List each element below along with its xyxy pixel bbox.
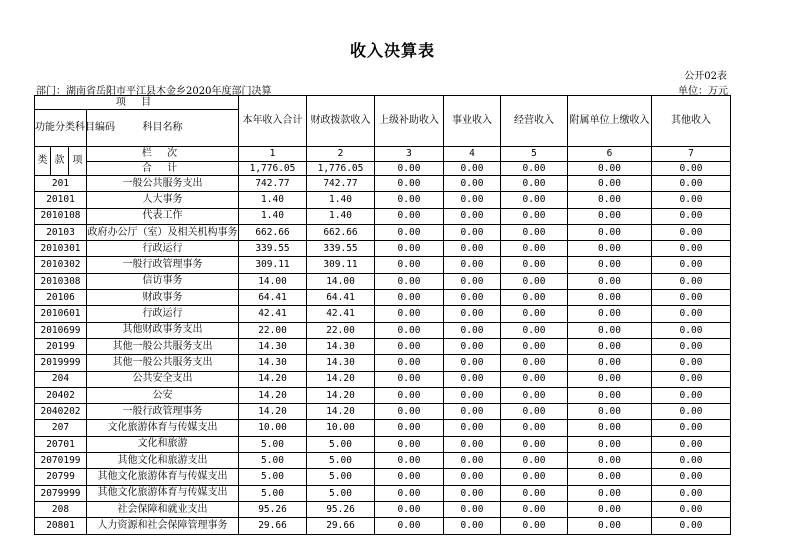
total-value: 0.00 (501, 162, 568, 176)
row-value: 0.00 (444, 306, 501, 322)
row-value: 29.66 (307, 518, 375, 534)
table-row (35, 404, 731, 420)
row-value: 10.00 (239, 420, 307, 436)
row-value: 0.00 (652, 224, 731, 240)
row-value: 662.66 (239, 224, 307, 240)
table-row (35, 387, 731, 403)
col-header-7: 其他收入 (652, 96, 731, 147)
row-value: 14.00 (307, 273, 375, 289)
row-value: 0.00 (652, 501, 731, 517)
row-value: 0.00 (568, 257, 652, 273)
row-value: 0.00 (568, 355, 652, 371)
row-value: 0.00 (444, 257, 501, 273)
row-value: 0.00 (652, 404, 731, 420)
row-code: 20106 (35, 290, 87, 306)
row-value: 14.20 (307, 387, 375, 403)
table-row (35, 257, 731, 273)
row-value: 0.00 (501, 241, 568, 257)
table-row (35, 453, 731, 469)
row-code: 20801 (35, 518, 87, 534)
row-name: 文化旅游体育与传媒支出 (87, 420, 239, 436)
unit-label: 单位：万元 (678, 86, 728, 97)
row-name: 一般行政管理事务 (87, 257, 239, 273)
row-code: 2019999 (35, 355, 87, 371)
row-value: 0.00 (444, 241, 501, 257)
row-code: 2010302 (35, 257, 87, 273)
row-value: 0.00 (444, 176, 501, 192)
row-value: 0.00 (375, 469, 444, 485)
row-name: 其他文化旅游体育与传媒支出 (87, 469, 239, 485)
row-value: 14.00 (239, 273, 307, 289)
row-value: 42.41 (307, 306, 375, 322)
row-value: 5.00 (239, 469, 307, 485)
func-code-header: 功能分类科目编码 (35, 110, 87, 147)
table-row (35, 420, 731, 436)
row-value: 0.00 (444, 387, 501, 403)
row-value: 0.00 (444, 355, 501, 371)
lei-header: 类 (35, 147, 51, 176)
income-table (34, 95, 731, 535)
row-name: 公共安全支出 (87, 371, 239, 387)
col-header-2: 财政拨款收入 (307, 96, 375, 147)
row-value: 0.00 (375, 404, 444, 420)
row-value: 0.00 (444, 469, 501, 485)
xiang-header: 项 (69, 147, 87, 176)
row-value: 0.00 (568, 208, 652, 224)
col-num-1: 1 (239, 147, 307, 162)
table-row (35, 355, 731, 371)
row-value: 5.00 (307, 485, 375, 501)
table-row (35, 176, 731, 192)
table-row (35, 518, 731, 534)
table-row (35, 306, 731, 322)
row-name: 公安 (87, 387, 239, 403)
row-value: 0.00 (568, 290, 652, 306)
row-value: 14.30 (307, 338, 375, 354)
total-value: 0.00 (568, 162, 652, 176)
row-value: 0.00 (652, 387, 731, 403)
row-value: 0.00 (652, 208, 731, 224)
row-code: 20799 (35, 469, 87, 485)
table-body (35, 96, 731, 535)
row-value: 0.00 (501, 290, 568, 306)
col-header-5: 经营收入 (501, 96, 568, 147)
row-value: 0.00 (501, 420, 568, 436)
header-row-3 (35, 147, 731, 162)
row-value: 0.00 (444, 273, 501, 289)
total-value: 1,776.05 (307, 162, 375, 176)
row-value: 0.00 (568, 241, 652, 257)
row-value: 29.66 (239, 518, 307, 534)
row-value: 5.00 (239, 436, 307, 452)
col-num-3: 3 (375, 147, 444, 162)
row-value: 14.20 (239, 371, 307, 387)
table-row (35, 273, 731, 289)
row-name: 文化和旅游 (87, 436, 239, 452)
row-value: 0.00 (444, 436, 501, 452)
row-value: 0.00 (568, 322, 652, 338)
row-value: 0.00 (375, 518, 444, 534)
row-value: 0.00 (444, 322, 501, 338)
row-value: 0.00 (444, 371, 501, 387)
subject-name-header: 科目名称 (87, 110, 239, 147)
row-value: 14.20 (239, 404, 307, 420)
row-value: 0.00 (501, 355, 568, 371)
col-header-3: 上级补助收入 (375, 96, 444, 147)
row-name: 信访事务 (87, 273, 239, 289)
row-value: 95.26 (307, 501, 375, 517)
row-value: 0.00 (568, 176, 652, 192)
row-value: 0.00 (501, 176, 568, 192)
row-code: 2040202 (35, 404, 87, 420)
row-value: 0.00 (444, 501, 501, 517)
row-value: 0.00 (501, 338, 568, 354)
total-row (35, 162, 731, 176)
table-row (35, 208, 731, 224)
row-value: 0.00 (652, 322, 731, 338)
row-value: 0.00 (375, 224, 444, 240)
row-value: 0.00 (568, 404, 652, 420)
table-row (35, 290, 731, 306)
row-value: 0.00 (568, 387, 652, 403)
row-value: 5.00 (239, 453, 307, 469)
row-value: 0.00 (375, 257, 444, 273)
table-row (35, 501, 731, 517)
row-value: 0.00 (444, 224, 501, 240)
row-value: 0.00 (444, 420, 501, 436)
row-value: 0.00 (375, 501, 444, 517)
row-value: 742.77 (307, 176, 375, 192)
row-code: 2010108 (35, 208, 87, 224)
row-value: 0.00 (501, 273, 568, 289)
row-value: 0.00 (444, 518, 501, 534)
col-num-4: 4 (444, 147, 501, 162)
table-row (35, 241, 731, 257)
row-value: 0.00 (501, 485, 568, 501)
row-name: 一般行政管理事务 (87, 404, 239, 420)
row-code: 20701 (35, 436, 87, 452)
row-value: 0.00 (444, 485, 501, 501)
row-name: 一般公共服务支出 (87, 176, 239, 192)
row-value: 0.00 (568, 469, 652, 485)
row-value: 0.00 (652, 192, 731, 208)
header-row-1 (35, 96, 731, 110)
row-value: 0.00 (375, 241, 444, 257)
row-value: 1.40 (307, 208, 375, 224)
row-value: 42.41 (239, 306, 307, 322)
row-code: 2010699 (35, 322, 87, 338)
row-value: 0.00 (568, 224, 652, 240)
row-value: 0.00 (375, 290, 444, 306)
row-value: 14.30 (239, 338, 307, 354)
row-name: 其他文化旅游体育与传媒支出 (87, 485, 239, 501)
row-value: 14.20 (307, 371, 375, 387)
row-value: 0.00 (444, 453, 501, 469)
row-value: 0.00 (375, 306, 444, 322)
row-value: 339.55 (307, 241, 375, 257)
col-num-6: 6 (568, 147, 652, 162)
row-code: 2010308 (35, 273, 87, 289)
row-name: 人大事务 (87, 192, 239, 208)
row-value: 339.55 (239, 241, 307, 257)
row-value: 5.00 (307, 436, 375, 452)
row-value: 0.00 (375, 436, 444, 452)
row-value: 0.00 (444, 404, 501, 420)
row-value: 0.00 (568, 273, 652, 289)
row-value: 0.00 (501, 469, 568, 485)
row-value: 0.00 (652, 518, 731, 534)
col-header-6: 附属单位上缴收入 (568, 96, 652, 147)
row-value: 0.00 (375, 387, 444, 403)
row-value: 742.77 (239, 176, 307, 192)
total-value: 0.00 (444, 162, 501, 176)
row-value: 0.00 (501, 436, 568, 452)
row-value: 0.00 (652, 420, 731, 436)
row-value: 0.00 (568, 453, 652, 469)
row-value: 0.00 (501, 224, 568, 240)
total-value: 0.00 (652, 162, 731, 176)
item-group-header: 项 目 (35, 96, 239, 110)
row-value: 0.00 (568, 192, 652, 208)
row-seq-label: 栏 次 (87, 147, 239, 162)
table-row (35, 436, 731, 452)
row-value: 64.41 (239, 290, 307, 306)
row-value: 5.00 (307, 453, 375, 469)
row-value: 1.40 (239, 208, 307, 224)
row-value: 0.00 (375, 453, 444, 469)
row-code: 201 (35, 176, 87, 192)
row-value: 0.00 (568, 371, 652, 387)
col-num-2: 2 (307, 147, 375, 162)
row-value: 0.00 (375, 371, 444, 387)
row-value: 0.00 (652, 453, 731, 469)
row-value: 0.00 (568, 518, 652, 534)
row-value: 0.00 (375, 273, 444, 289)
row-value: 0.00 (652, 176, 731, 192)
row-code: 2070199 (35, 453, 87, 469)
row-value: 22.00 (307, 322, 375, 338)
row-value: 0.00 (501, 322, 568, 338)
row-value: 0.00 (444, 338, 501, 354)
row-code: 207 (35, 420, 87, 436)
row-code: 2010601 (35, 306, 87, 322)
row-name: 财政事务 (87, 290, 239, 306)
row-name: 其他文化和旅游支出 (87, 453, 239, 469)
row-code: 2079999 (35, 485, 87, 501)
row-value: 64.41 (307, 290, 375, 306)
row-code: 204 (35, 371, 87, 387)
row-value: 0.00 (444, 192, 501, 208)
row-name: 人力资源和社会保障管理事务 (87, 518, 239, 534)
row-value: 0.00 (375, 485, 444, 501)
row-value: 14.20 (239, 387, 307, 403)
row-value: 0.00 (568, 501, 652, 517)
row-value: 662.66 (307, 224, 375, 240)
row-value: 0.00 (375, 355, 444, 371)
row-value: 95.26 (239, 501, 307, 517)
row-value: 0.00 (652, 257, 731, 273)
total-value: 0.00 (375, 162, 444, 176)
row-code: 2010301 (35, 241, 87, 257)
row-name: 其他财政事务支出 (87, 322, 239, 338)
row-value: 0.00 (444, 208, 501, 224)
row-value: 0.00 (375, 192, 444, 208)
form-code: 公开02表 (684, 71, 727, 82)
row-value: 14.20 (307, 404, 375, 420)
row-name: 其他一般公共服务支出 (87, 355, 239, 371)
row-value: 0.00 (375, 176, 444, 192)
row-value: 0.00 (652, 338, 731, 354)
row-value: 0.00 (501, 306, 568, 322)
row-code: 208 (35, 501, 87, 517)
row-code: 20402 (35, 387, 87, 403)
col-num-7: 7 (652, 147, 731, 162)
row-value: 0.00 (501, 453, 568, 469)
row-value: 0.00 (375, 420, 444, 436)
row-code: 20199 (35, 338, 87, 354)
table-row (35, 371, 731, 387)
row-name: 政府办公厅（室）及相关机构事务 (87, 224, 239, 240)
row-value: 10.00 (307, 420, 375, 436)
row-value: 0.00 (652, 290, 731, 306)
row-value: 0.00 (501, 501, 568, 517)
total-value: 1,776.05 (239, 162, 307, 176)
row-value: 0.00 (568, 485, 652, 501)
row-value: 0.00 (375, 208, 444, 224)
row-value: 0.00 (501, 192, 568, 208)
table-row (35, 322, 731, 338)
total-label: 合 计 (87, 162, 239, 176)
row-value: 0.00 (652, 306, 731, 322)
row-value: 0.00 (652, 241, 731, 257)
row-value: 309.11 (307, 257, 375, 273)
row-value: 0.00 (501, 208, 568, 224)
table-row (35, 338, 731, 354)
row-value: 0.00 (652, 436, 731, 452)
row-name: 行政运行 (87, 241, 239, 257)
row-value: 0.00 (652, 469, 731, 485)
col-header-4: 事业收入 (444, 96, 501, 147)
row-value: 0.00 (568, 338, 652, 354)
row-value: 5.00 (307, 469, 375, 485)
row-name: 代表工作 (87, 208, 239, 224)
row-value: 0.00 (501, 371, 568, 387)
row-value: 5.00 (239, 485, 307, 501)
row-code: 20103 (35, 224, 87, 240)
col-num-5: 5 (501, 147, 568, 162)
page-title: 收入决算表 (349, 41, 435, 60)
col-header-1: 本年收入合计 (239, 96, 307, 147)
department-label: 部门：湖南省岳阳市平江县木金乡2020年度部门决算 (36, 86, 272, 97)
row-value: 22.00 (239, 322, 307, 338)
table-row (35, 469, 731, 485)
row-value: 1.40 (307, 192, 375, 208)
row-value: 0.00 (444, 290, 501, 306)
row-value: 0.00 (501, 257, 568, 273)
row-name: 其他一般公共服务支出 (87, 338, 239, 354)
row-code: 20101 (35, 192, 87, 208)
row-value: 0.00 (652, 273, 731, 289)
row-value: 0.00 (501, 387, 568, 403)
table-row (35, 192, 731, 208)
kuan-header: 款 (51, 147, 69, 176)
row-value: 0.00 (568, 420, 652, 436)
table-row (35, 224, 731, 240)
table-row (35, 485, 731, 501)
row-name: 行政运行 (87, 306, 239, 322)
row-value: 0.00 (375, 338, 444, 354)
row-value: 14.30 (307, 355, 375, 371)
row-value: 0.00 (568, 436, 652, 452)
row-name: 社会保障和就业支出 (87, 501, 239, 517)
row-value: 0.00 (501, 404, 568, 420)
row-value: 14.30 (239, 355, 307, 371)
row-value: 309.11 (239, 257, 307, 273)
row-value: 0.00 (652, 355, 731, 371)
row-value: 0.00 (375, 322, 444, 338)
row-value: 0.00 (652, 371, 731, 387)
row-value: 0.00 (652, 485, 731, 501)
row-value: 0.00 (501, 518, 568, 534)
row-value: 0.00 (568, 306, 652, 322)
row-value: 1.40 (239, 192, 307, 208)
